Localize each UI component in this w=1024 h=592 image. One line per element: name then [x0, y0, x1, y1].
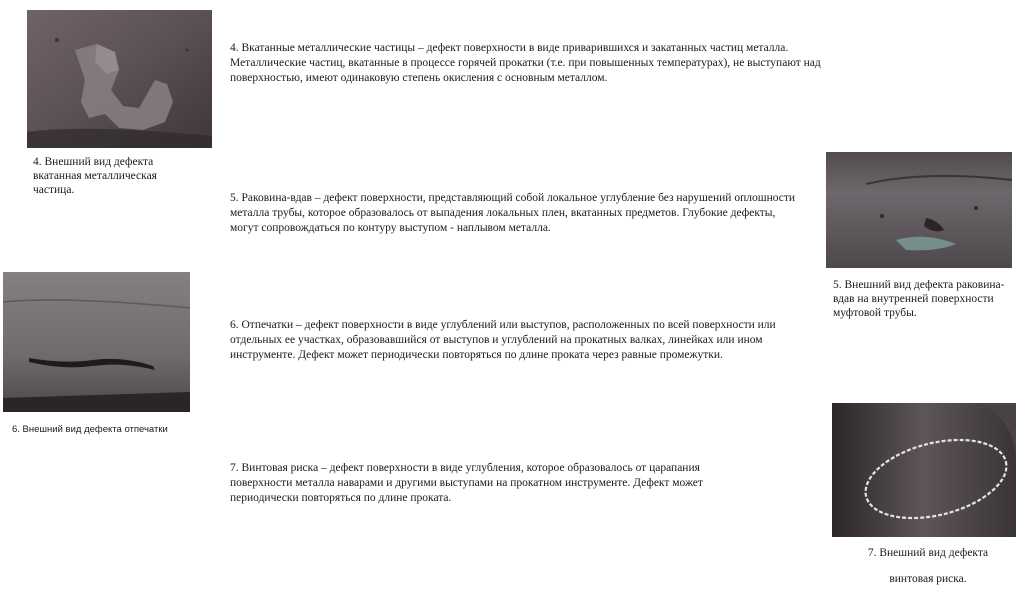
defect-5-description: 5. Раковина-вдав – дефект поверхности, представляющий собой локальное углубление без нарушений оплошности металла трубы, которое образовалось от выпадения локальных плен, вкатанных предметов. Глубокие дефекты, могут сопровождаться по контуру выступом - наплывом металла. — [230, 192, 796, 234]
defect-7-description: 7. Винтовая риска – дефект поверхности в виде углубления, которое образовалось от царапания поверхности металла наварами и другими выступами на прокатном инструменте. Дефект может периодически повторяться по длине проката. — [230, 462, 703, 504]
defect-5-photo — [826, 152, 1012, 268]
defect-5-caption: 5. Внешний вид дефекта раковина-вдав на внутренней поверхности муфтовой трубы. — [833, 279, 1005, 319]
defect-4-caption: 4. Внешний вид дефекта вкатанная металлическая частица. — [33, 156, 157, 196]
defect-4-description: 4. Вкатанные металлические частицы – дефект поверхности в виде приварившихся и закатанных частиц металла. Металлические частиц, вкатанные в процессе горячей прокатки (т.е. при повышенных температурах), не выступают над поверхностью, имеют одинаковую степень окисления с основным металлом. — [230, 42, 821, 84]
defect-6-description: 6. Отпечатки – дефект поверхности в виде углублений или выступов, расположенных по всей поверхности или отдельных ее участках, образовавшийся от выступов и углублений на прокатных валках, линейках или ином инструменте. Дефект может периодически повторяться по длине проката через равные промежутки. — [230, 319, 776, 361]
defect-7-photo — [832, 403, 1016, 537]
defect-6-photo — [3, 272, 190, 412]
defect-6-caption: 6. Внешний вид дефекта отпечатки — [12, 424, 168, 435]
defect-7-caption: 7. Внешний вид дефекта винтовая риска. — [867, 547, 989, 585]
defect-4-photo — [27, 10, 212, 148]
